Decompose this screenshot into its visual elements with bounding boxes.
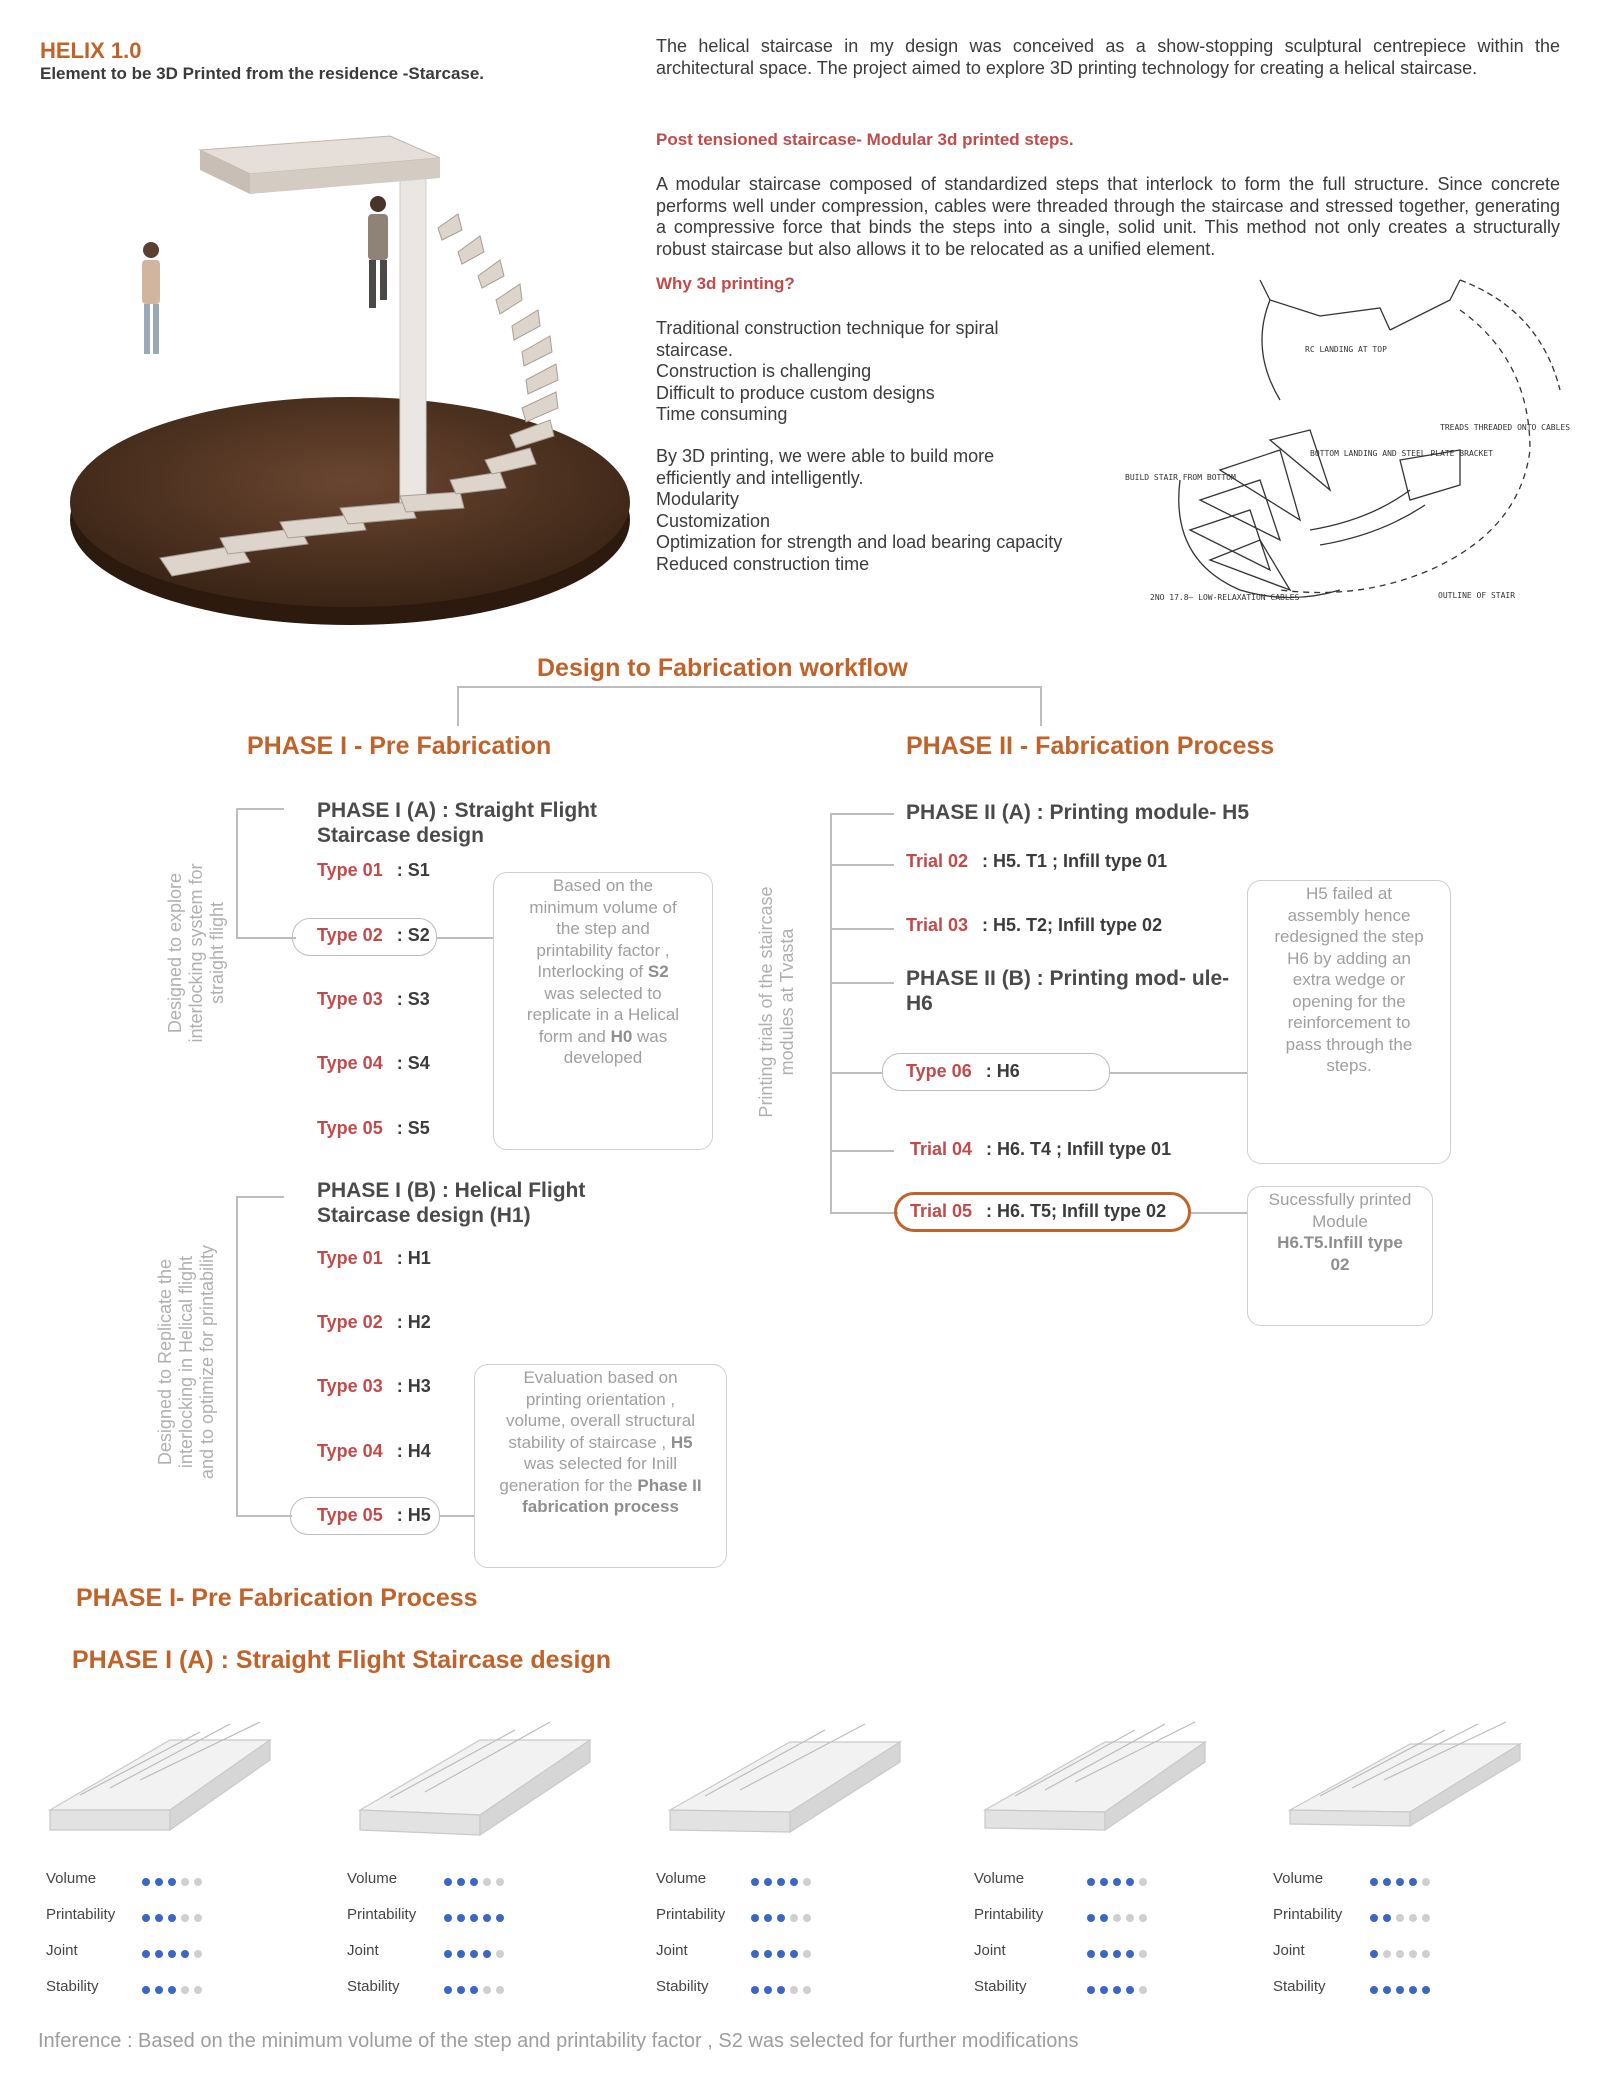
rating-dot (1396, 1986, 1404, 1994)
rating-dot (1396, 1914, 1404, 1922)
rating-dots (444, 1909, 509, 1927)
rating-dot (764, 1950, 772, 1958)
rating-label: Printability (1273, 1906, 1343, 1923)
staircase-render-illustration (60, 130, 640, 630)
module-4-render (985, 1722, 1205, 1830)
rating-dots (751, 1945, 816, 1963)
rating-dot (181, 1914, 189, 1922)
type-row: Type 01 : S1 (317, 860, 430, 880)
rating-dot (1409, 1878, 1417, 1886)
rating-dots (751, 1909, 816, 1927)
rating-dot (803, 1914, 811, 1922)
person-climbing-icon (368, 196, 388, 308)
rating-dot (142, 1950, 150, 1958)
rating-label: Joint (974, 1942, 1006, 1959)
rating-label: Stability (974, 1978, 1027, 1995)
rating-dots (1087, 1873, 1152, 1891)
rating-dot (444, 1986, 452, 1994)
rating-dot (1422, 1878, 1430, 1886)
rating-dot (1370, 1878, 1378, 1886)
rating-dot (790, 1986, 798, 1994)
phase-1a-note: Based on the minimum volume of the step and printability factor , Interlocking of S2 was selected to replicate in a Helical form and H0 was developed (493, 872, 713, 1150)
type-row: Type 05 : H5 (317, 1505, 431, 1525)
rating-dots (1370, 1873, 1435, 1891)
rating-label: Joint (656, 1942, 688, 1959)
rating-dots (142, 1909, 207, 1927)
rating-dot (496, 1950, 504, 1958)
rating-dots (1087, 1945, 1152, 1963)
page-subtitle: Element to be 3D Printed from the residence -Starcase. (40, 64, 485, 83)
rating-dot (496, 1878, 504, 1886)
rating-dots (444, 1981, 509, 1999)
rating-dot (1100, 1914, 1108, 1922)
rating-dot (751, 1950, 759, 1958)
rating-dot (1126, 1914, 1134, 1922)
phase-2a-title: PHASE II (A) : Printing module- H5 (906, 801, 1250, 824)
rating-dot (194, 1878, 202, 1886)
rating-dot (751, 1986, 759, 1994)
trial-row: Trial 04 : H6. T4 ; Infill type 01 (910, 1139, 1172, 1159)
phase-2b-title: PHASE II (B) : Printing mod- ule- H6 (906, 967, 1230, 1015)
rating-dot (1383, 1878, 1391, 1886)
list-item: Reduced construction time (656, 553, 870, 574)
rating-dots (444, 1945, 509, 1963)
rating-dot (1113, 1986, 1121, 1994)
person-standing-icon (142, 242, 160, 354)
rating-dot (181, 1878, 189, 1886)
rating-dot (1409, 1950, 1417, 1958)
rating-dot (457, 1986, 465, 1994)
rating-dot (764, 1878, 772, 1886)
rating-dot (194, 1914, 202, 1922)
rating-label: Joint (347, 1942, 379, 1959)
rating-dot (777, 1986, 785, 1994)
phase-1a-side-label: Designed to explore interlocking system for straight flight (165, 863, 227, 1043)
rating-label: Stability (1273, 1978, 1326, 1995)
list-item: Traditional construction technique for spiral staircase. (656, 318, 999, 360)
rating-dot (1396, 1878, 1404, 1886)
rating-dot (1383, 1914, 1391, 1922)
rating-label: Volume (46, 1870, 97, 1887)
rating-dot (483, 1986, 491, 1994)
rating-dot (1409, 1914, 1417, 1922)
rating-dot (1100, 1986, 1108, 1994)
rating-dot (1113, 1878, 1121, 1886)
rating-dot (168, 1950, 176, 1958)
rating-dot (168, 1878, 176, 1886)
rating-dot (457, 1950, 465, 1958)
rating-dot (751, 1878, 759, 1886)
rating-dots (142, 1981, 207, 1999)
sketch-note: TREADS THREADED ONTO CABLES (1440, 423, 1571, 432)
phase-1a-title: PHASE I (A) : Straight Flight Staircase design (317, 799, 597, 847)
rating-dot (777, 1878, 785, 1886)
rating-dot (1370, 1950, 1378, 1958)
rating-label: Printability (46, 1906, 116, 1923)
rating-dot (790, 1950, 798, 1958)
rating-dot (168, 1914, 176, 1922)
rating-dots (1370, 1981, 1435, 1999)
sketch-note: RC LANDING AT TOP (1305, 345, 1387, 354)
rating-dot (1383, 1950, 1391, 1958)
rating-dot (803, 1878, 811, 1886)
rating-label: Joint (1273, 1942, 1305, 1959)
module-1-render (50, 1722, 270, 1830)
rating-dot (194, 1986, 202, 1994)
rating-dot (1126, 1950, 1134, 1958)
type-row: Type 02 : H2 (317, 1312, 431, 1332)
rating-dot (470, 1914, 478, 1922)
post-tensioned-heading: Post tensioned staircase- Modular 3d printed steps. (656, 130, 1074, 149)
sketch-note: 2NO 17.8— LOW-RELAXATION CABLES (1150, 593, 1300, 602)
module-2-render (360, 1722, 590, 1835)
intro-paragraph: The helical staircase in my design was conceived as a show-stopping sculptural centrepiece within the architectural space. The project aimed to explore 3D printing technology for creating a helical staircase. (656, 36, 1560, 78)
rating-dot (790, 1878, 798, 1886)
type-row: Type 04 : S4 (317, 1053, 430, 1073)
rating-dot (155, 1878, 163, 1886)
list-item: Construction is challenging (656, 361, 872, 381)
rating-dot (1422, 1986, 1430, 1994)
phase-1-title: PHASE I - Pre Fabrication (247, 732, 552, 760)
rating-dot (142, 1914, 150, 1922)
phase-2-side-label: Printing trials of the staircase modules at Tvasta (756, 886, 797, 1118)
rating-dot (1113, 1950, 1121, 1958)
rating-dot (1370, 1914, 1378, 1922)
phase-1b-title: PHASE I (B) : Helical Flight Staircase design (H1) (317, 1179, 586, 1227)
rating-dot (483, 1878, 491, 1886)
helical-stair-sketch (1120, 270, 1580, 620)
rating-dot (790, 1914, 798, 1922)
sketch-note: BOTTOM LANDING AND STEEL PLATE BRACKET (1310, 449, 1494, 458)
rating-dots (1087, 1981, 1152, 1999)
benefits-list (656, 446, 1066, 575)
rating-dot (803, 1950, 811, 1958)
rating-dots (1087, 1909, 1152, 1927)
sketch-note: OUTLINE OF STAIR (1438, 591, 1516, 600)
page-title: HELIX 1.0 (40, 38, 142, 63)
type-row: Type 04 : H4 (317, 1441, 431, 1461)
rating-label: Printability (974, 1906, 1044, 1923)
rating-label: Volume (656, 1870, 707, 1887)
inference-text: Inference : Based on the minimum volume of the step and printability factor , S2 was selected for further modifications (38, 2030, 1079, 2052)
why-3d-printing-heading: Why 3d printing? (656, 274, 795, 293)
rating-label: Volume (347, 1870, 398, 1887)
rating-dot (142, 1986, 150, 1994)
trial-row-highlight: Trial 05 : H6. T5; Infill type 02 (910, 1201, 1167, 1221)
rating-dot (1087, 1914, 1095, 1922)
rating-label: Stability (656, 1978, 709, 1995)
traditional-list (656, 318, 1056, 426)
rating-dot (1422, 1950, 1430, 1958)
trial-row: Trial 03 : H5. T2; Infill type 02 (906, 915, 1163, 935)
type-row: Type 03 : S3 (317, 989, 430, 1009)
rating-dot (803, 1986, 811, 1994)
section-2-title: PHASE I- Pre Fabrication Process (76, 1584, 478, 1612)
rating-label: Stability (46, 1978, 99, 1995)
trial-row: Type 06 : H6 (906, 1061, 1020, 1081)
rating-dot (168, 1986, 176, 1994)
trial-row: Trial 02 : H5. T1 ; Infill type 01 (906, 851, 1168, 871)
rating-dot (470, 1950, 478, 1958)
rating-dot (1139, 1878, 1147, 1886)
phase-2-failure-note: H5 failed at assembly hence redesigned the step H6 by adding an extra wedge or opening for the reinforcement to pass through the steps. (1247, 880, 1451, 1164)
rating-dot (457, 1914, 465, 1922)
rating-dot (1113, 1914, 1121, 1922)
rating-label: Printability (656, 1906, 726, 1923)
rating-dot (155, 1914, 163, 1922)
rating-dot (155, 1950, 163, 1958)
rating-dot (1409, 1986, 1417, 1994)
rating-dots (751, 1873, 816, 1891)
list-item: Time consuming (656, 404, 788, 424)
rating-dots (142, 1945, 207, 1963)
rating-dot (1422, 1914, 1430, 1922)
rating-dot (1087, 1950, 1095, 1958)
list-item: Customization (656, 510, 771, 531)
rating-dot (483, 1950, 491, 1958)
rating-label: Volume (974, 1870, 1025, 1887)
rating-dot (496, 1986, 504, 1994)
rating-dot (444, 1950, 452, 1958)
rating-dot (483, 1914, 491, 1922)
rating-dot (777, 1950, 785, 1958)
rating-dot (1139, 1914, 1147, 1922)
list-item: By 3D printing, we were able to build more efficiently and intelligently. (656, 446, 995, 488)
rating-dot (1139, 1986, 1147, 1994)
rating-dot (1126, 1986, 1134, 1994)
type-row: Type 05 : S5 (317, 1118, 430, 1138)
rating-dot (155, 1986, 163, 1994)
rating-dots (751, 1981, 816, 1999)
rating-dot (470, 1878, 478, 1886)
rating-dot (1087, 1986, 1095, 1994)
rating-dot (444, 1914, 452, 1922)
sketch-note: BUILD STAIR FROM BOTTOM (1125, 473, 1236, 482)
rating-dot (457, 1878, 465, 1886)
rating-dot (777, 1914, 785, 1922)
rating-dot (751, 1914, 759, 1922)
rating-dot (496, 1914, 504, 1922)
rating-label: Joint (46, 1942, 78, 1959)
rating-dot (142, 1878, 150, 1886)
module-3-render (670, 1724, 900, 1832)
phase-2-success-note: Sucessfully printed Module H6.T5.Infill type 02 (1247, 1186, 1433, 1326)
type-row: Type 02 : S2 (317, 925, 430, 945)
rating-dot (1100, 1950, 1108, 1958)
rating-dot (1087, 1878, 1095, 1886)
section-2-subtitle: PHASE I (A) : Straight Flight Staircase design (72, 1646, 611, 1674)
rating-dot (470, 1986, 478, 1994)
phase-1b-note: Evaluation based on printing orientation , volume, overall structural stability of staircase , H5 was selected for Inill generation for the Phase II fabrication process (474, 1364, 727, 1568)
list-item: Optimization for strength and load bearing capacity (656, 532, 1063, 552)
rating-dot (444, 1878, 452, 1886)
rating-label: Volume (1273, 1870, 1324, 1887)
type-row: Type 01 : H1 (317, 1248, 431, 1268)
rating-dot (194, 1950, 202, 1958)
rating-dot (1383, 1986, 1391, 1994)
rating-dot (1126, 1878, 1134, 1886)
list-item: Difficult to produce custom designs (656, 382, 935, 403)
workflow-title: Design to Fabrication workflow (537, 654, 908, 682)
phase-1b-side-label: Designed to Replicate the interlocking in Helical flight and to optimize for printability (155, 1244, 217, 1480)
list-item: Modularity (656, 489, 740, 509)
rating-dot (1100, 1878, 1108, 1886)
rating-label: Printability (347, 1906, 417, 1923)
rating-dot (764, 1986, 772, 1994)
modular-paragraph: A modular staircase composed of standardized steps that interlock to form the full structure. Since concrete performs well under compression, cables were threaded through the staircase and stressed together, generating a compressive force that binds the steps into a single, solid unit. This method not only creates a structurally robust staircase but also allows it to be relocated as a unified element. (656, 174, 1560, 259)
rating-label: Stability (347, 1978, 400, 1995)
rating-dots (1370, 1909, 1435, 1927)
rating-dot (181, 1950, 189, 1958)
rating-dot (1370, 1986, 1378, 1994)
rating-dots (444, 1873, 509, 1891)
module-5-render (1290, 1722, 1520, 1826)
rating-dot (1139, 1950, 1147, 1958)
rating-dots (142, 1873, 207, 1891)
module-renders (40, 1700, 1580, 1870)
rating-dot (1396, 1950, 1404, 1958)
rating-dots (1370, 1945, 1435, 1963)
rating-dot (181, 1986, 189, 1994)
rating-dot (764, 1914, 772, 1922)
phase-2-title: PHASE II - Fabrication Process (906, 732, 1275, 760)
type-row: Type 03 : H3 (317, 1376, 431, 1396)
